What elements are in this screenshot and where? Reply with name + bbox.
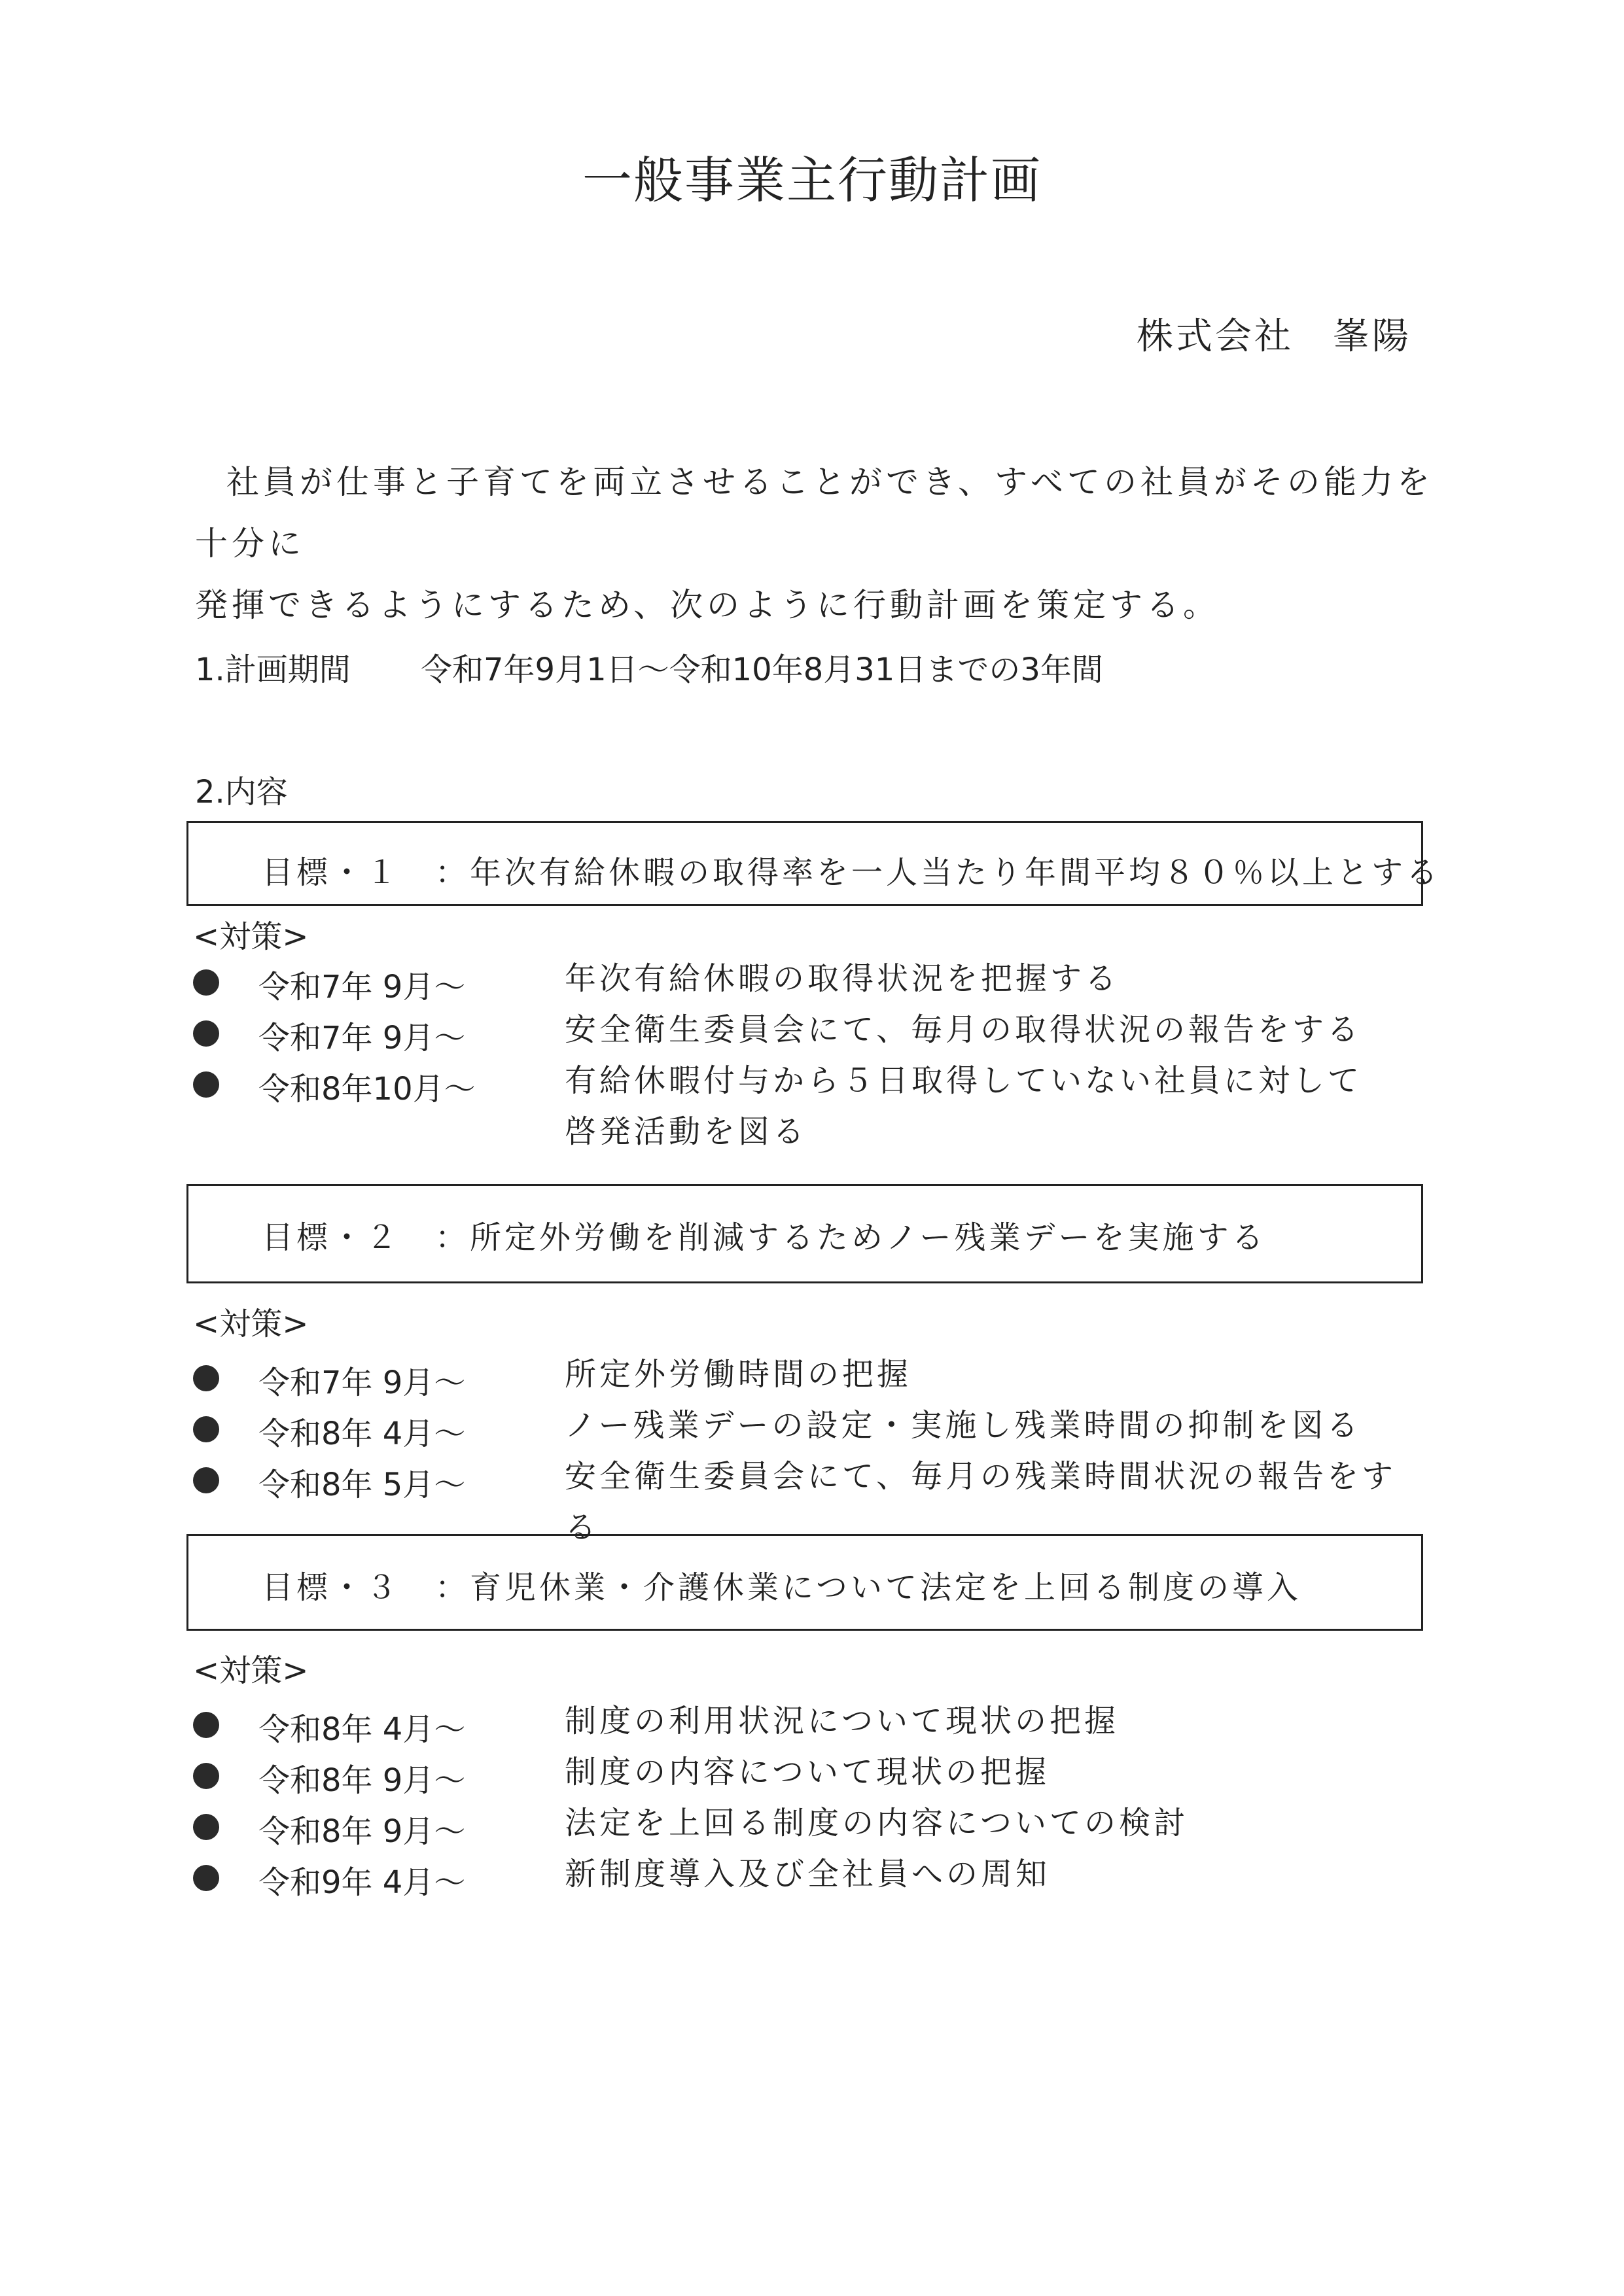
plan-period-label: 1.計画期間 bbox=[195, 652, 351, 688]
item-date: 令和9年 4月～ bbox=[258, 1864, 466, 1901]
item-date: 令和8年 9月～ bbox=[258, 1762, 466, 1799]
item-text: 年次有給休暇の取得状況を把握する bbox=[565, 960, 1120, 997]
item-date: 令和8年 4月～ bbox=[258, 1416, 466, 1452]
goal-2-box bbox=[186, 1184, 1423, 1283]
goal-3-measures-label: <対策> bbox=[193, 1652, 309, 1689]
item-date: 令和8年 4月～ bbox=[258, 1711, 466, 1748]
item-text: 法定を上回る制度の内容についての検討 bbox=[565, 1805, 1189, 1841]
item-text: 制度の利用状況について現状の把握 bbox=[565, 1703, 1120, 1739]
item-text: 所定外労働時間の把握 bbox=[565, 1356, 912, 1393]
item-date: 令和8年 9月～ bbox=[258, 1813, 466, 1850]
intro-paragraph bbox=[195, 451, 1438, 636]
bullet-icon bbox=[193, 1763, 219, 1789]
item-text: ノー残業デーの設定・実施し残業時間の抑制を図る bbox=[565, 1407, 1362, 1444]
item-text: 新制度導入及び全社員への周知 bbox=[565, 1856, 1051, 1892]
item-date: 令和8年10月～ bbox=[258, 1071, 476, 1107]
intro-line-1: 社員が仕事と子育てを両立させることができ、すべての社員がその能力を十分に bbox=[195, 463, 1434, 563]
goal-2-heading: 目標・２ ：所定外労働を削減するためノー残業デーを実施する bbox=[262, 1219, 1267, 1256]
bullet-icon bbox=[193, 1365, 219, 1391]
item-text: 制度の内容について現状の把握 bbox=[565, 1754, 1050, 1790]
goal-3-box bbox=[186, 1534, 1423, 1631]
goal-1-measures-label: <対策> bbox=[193, 918, 309, 955]
content-label: 2.内容 bbox=[195, 774, 288, 810]
bullet-icon bbox=[193, 1467, 219, 1493]
item-date: 令和7年 9月～ bbox=[258, 1365, 466, 1401]
bullet-icon bbox=[193, 1020, 219, 1047]
item-text: 安全衛生委員会にて、毎月の残業時間状況の報告をする bbox=[565, 1458, 1397, 1546]
item-date: 令和7年 9月～ bbox=[258, 1020, 466, 1056]
item-text: 安全衛生委員会にて、毎月の取得状況の報告をする bbox=[565, 1011, 1362, 1048]
item-date: 令和7年 9月～ bbox=[258, 969, 466, 1005]
item-text: 有給休暇付与から５日取得していない社員に対して啓発活動を図る bbox=[565, 1062, 1363, 1150]
document-title: 一般事業主行動計画 bbox=[582, 151, 1042, 209]
bullet-icon bbox=[193, 1712, 219, 1738]
bullet-icon bbox=[193, 969, 219, 996]
goal-1-box bbox=[186, 821, 1441, 906]
bullet-icon bbox=[193, 1814, 219, 1840]
item-date: 令和8年 5月～ bbox=[258, 1467, 466, 1503]
intro-line-2: 発揮できるようにするため、次のように行動計画を策定する。 bbox=[195, 586, 1220, 624]
company-name: 株式会社 峯陽 bbox=[1137, 315, 1411, 358]
plan-period bbox=[195, 644, 1103, 689]
bullet-icon bbox=[193, 1071, 219, 1098]
plan-period-value: 令和7年9月1日～令和10年8月31日までの3年間 bbox=[421, 652, 1103, 688]
goal-3-heading: 目標・３ ：育児休業・介護休業について法定を上回る制度の導入 bbox=[262, 1569, 1302, 1606]
bullet-icon bbox=[193, 1416, 219, 1442]
goal-2-measures-label: <対策> bbox=[193, 1306, 309, 1342]
bullet-icon bbox=[193, 1865, 219, 1891]
goal-1-heading: 目標・１ ：年次有給休暇の取得率を一人当たり年間平均８０％以上とする bbox=[262, 854, 1441, 891]
